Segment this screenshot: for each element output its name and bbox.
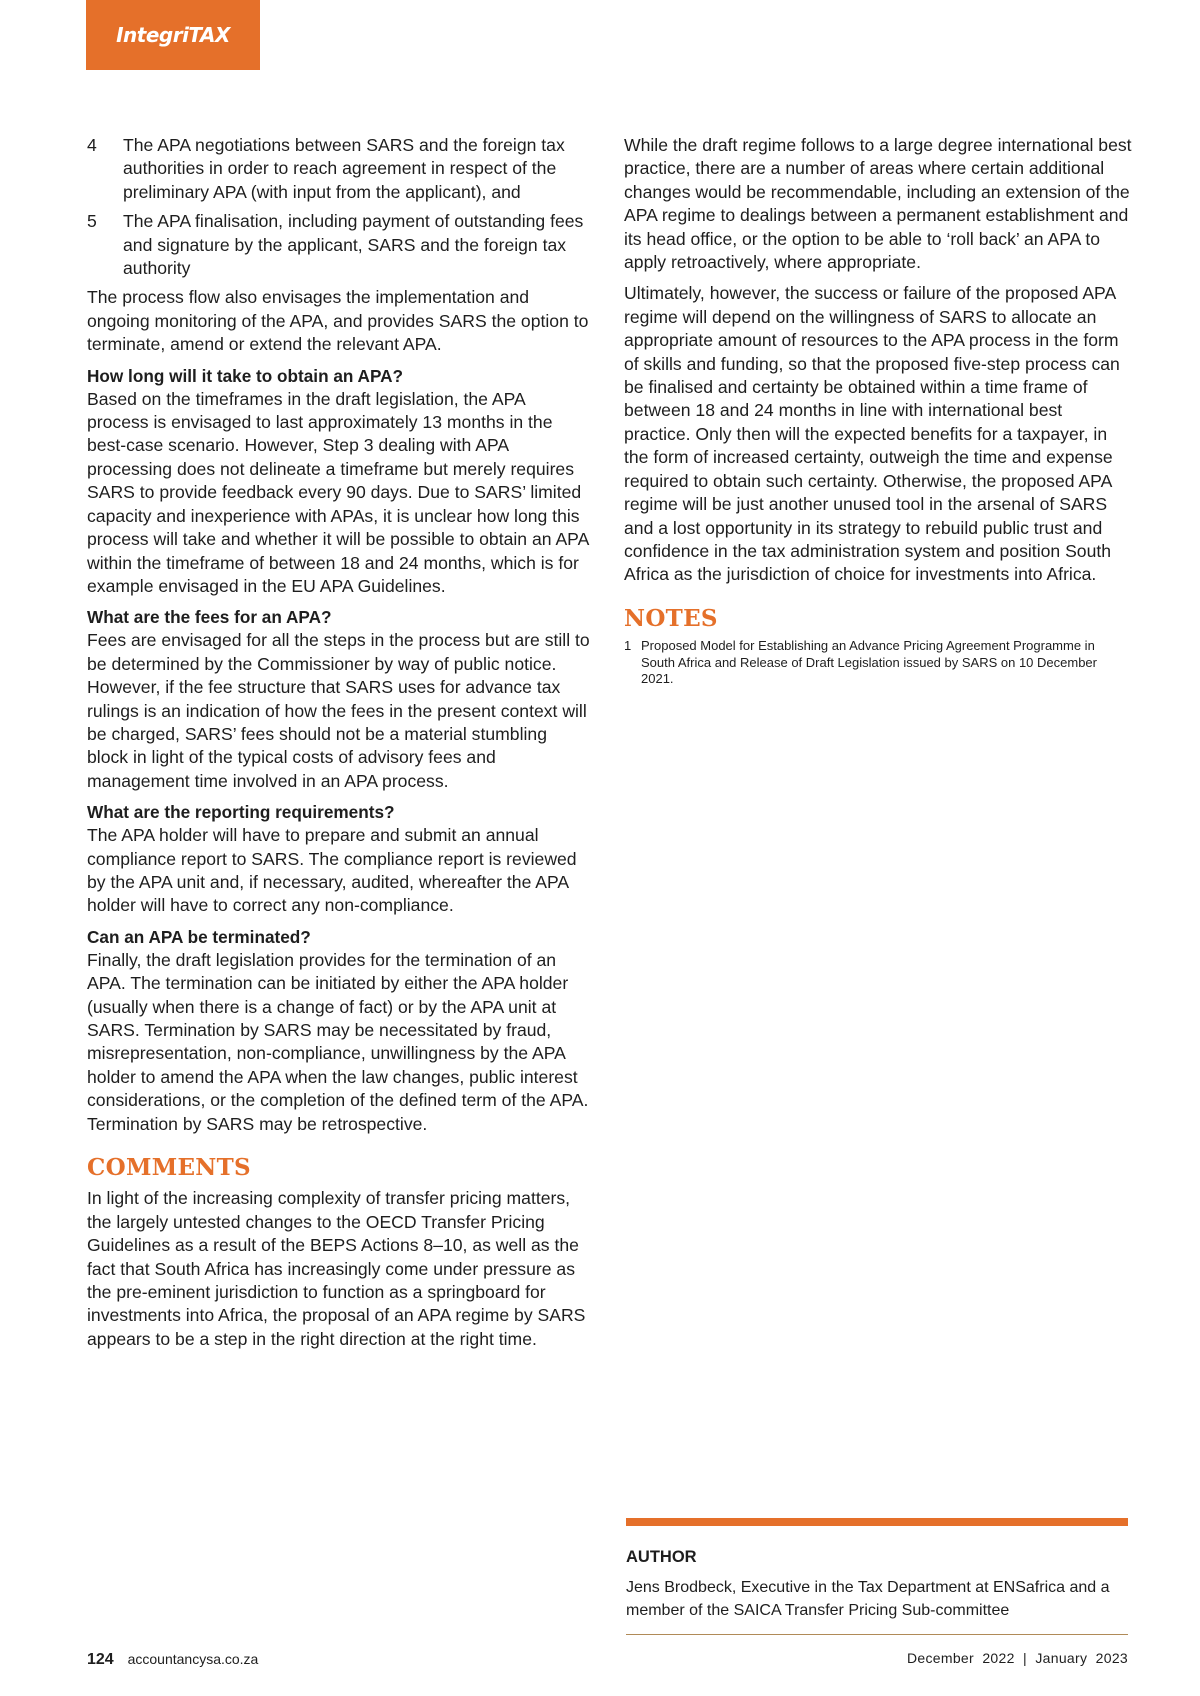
list-number: 4 (87, 135, 97, 155)
footer-left (87, 1651, 258, 1669)
subheading-fees: What are the fees for an APA? (87, 607, 332, 628)
subheading-reporting: What are the reporting requirements? (87, 802, 395, 823)
best-practice-paragraph: While the draft regime follows to a large degree international best practice, there are a number of areas where certain additional changes would be recommendable, including an extension of the APA regime to dealings between a permanent establishment and its head office, or the option to be able to ‘roll back’ an APA to apply retroactively, where appropriate. (624, 135, 1132, 273)
comments-heading: COMMENTS (87, 1154, 251, 1182)
list-number: 5 (87, 211, 97, 232)
subheading-duration: How long will it take to obtain an APA? (87, 365, 404, 386)
page-number: 124 (87, 1651, 114, 1668)
list-item (87, 210, 591, 280)
author-label: AUTHOR (626, 1548, 697, 1566)
comments-paragraph: In light of the increasing complexity of transfer pricing matters, the largely untested changes to the OECD Transfer Pricing Guidelines as a result of the BEPS Actions 8–10, as well as the fact that South Africa has increasingly come under pressure as the pre-eminent jurisdiction to function as a springboard for investments into Africa, the proposal of an APA regime by SARS appears to be a step in the right direction at the right time. (87, 1188, 586, 1349)
author-bio: Jens Brodbeck, Executive in the Tax Department at ENSafrica and a member of the SAICA Transfer Pricing Sub-committee (626, 1579, 1110, 1619)
footnote (624, 638, 1132, 688)
website-link[interactable]: accountancysa.co.za (127, 1651, 259, 1667)
footnote-number: 1 (624, 638, 632, 654)
list-text: The APA negotiations between SARS and the foreign tax authorities in order to reach agreement in respect of the preliminary APA (with input from the applicant), and (123, 135, 565, 202)
issue-date: December 2022 | January 2023 (906, 1650, 1128, 1666)
right-column (624, 134, 1132, 688)
left-column (87, 134, 591, 1359)
list-text: The APA finalisation, including payment of outstanding fees and signature by the applicant, SARS and the foreign tax authority (123, 211, 584, 279)
integritax-logo (86, 0, 260, 70)
logo-text: IntegriTAX (116, 23, 230, 47)
process-paragraph: The process flow also envisages the implementation and ongoing monitoring of the APA, and provides SARS the option to terminate, amend or extend the relevant APA. (87, 287, 589, 355)
author-divider (626, 1634, 1128, 1635)
termination-paragraph: Finally, the draft legislation provides for the termination of an APA. The termination can be initiated by either the APA holder (usually when there is a change of fact) or by the APA unit at SARS. Termination by SARS may be necessitated by fraud, misrepresentation, non-compliance, unwillingness by the APA holder to amend the APA when the law changes, public interest considerations, or the completion of the defined term of the APA. Termination by SARS may be retrospective. (87, 949, 589, 1134)
subheading-termination: Can an APA be terminated? (87, 926, 311, 947)
author-accent-bar (626, 1518, 1128, 1526)
duration-paragraph: Based on the timeframes in the draft legislation, the APA process is envisaged to last approximately 13 months in the best-case scenario. However, Step 3 dealing with APA processing does not delineate a timeframe but merely requires SARS to provide feedback every 90 days. Due to SARS’ limited capacity and inexperience with APAs, it is unclear how long this process will take and whether it will be possible to obtain an APA within the timeframe of between 18 and 24 months, which is for example envisaged in the EU APA Guidelines. (87, 388, 589, 596)
list-item (87, 134, 591, 204)
footnote-text: Proposed Model for Establishing an Advance Pricing Agreement Programme in South Africa and Release of Draft Legislation issued by SARS on 10 December 2021. (641, 638, 1097, 687)
fees-paragraph: Fees are envisaged for all the steps in the process but are still to be determined by the Commissioner by way of public notice. However, if the fee structure that SARS uses for advance tax rulings is an indication of how the fees in the present context will be charged, SARS’ fees should not be a material stumbling block in light of the typical costs of advisory fees and management time involved in an APA process. (87, 630, 590, 791)
conclusion-paragraph: Ultimately, however, the success or failure of the proposed APA regime will depend on the willingness of SARS to allocate an appropriate amount of resources to the APA process in the form of skills and funding, so that the proposed five-step process can be finalised and certainty be obtained within a time frame of between 18 and 24 months in line with international best practice. Only then will the expected benefits for a taxpayer, in the form of increased certainty, outweigh the time and expense required to obtain such certainty. Otherwise, the proposed APA regime will be just another unused tool in the arsenal of SARS and a lost opportunity in its strategy to rebuild public trust and confidence in the tax administration system and position South Africa as the jurisdiction of choice for investments into Africa. (624, 283, 1120, 585)
reporting-paragraph: The APA holder will have to prepare and submit an annual compliance report to SARS. The compliance report is reviewed by the APA unit and, if necessary, audited, whereafter the APA holder will have to correct any non-compliance. (87, 825, 577, 916)
author-box (626, 1518, 1128, 1635)
notes-heading: NOTES (624, 604, 718, 632)
